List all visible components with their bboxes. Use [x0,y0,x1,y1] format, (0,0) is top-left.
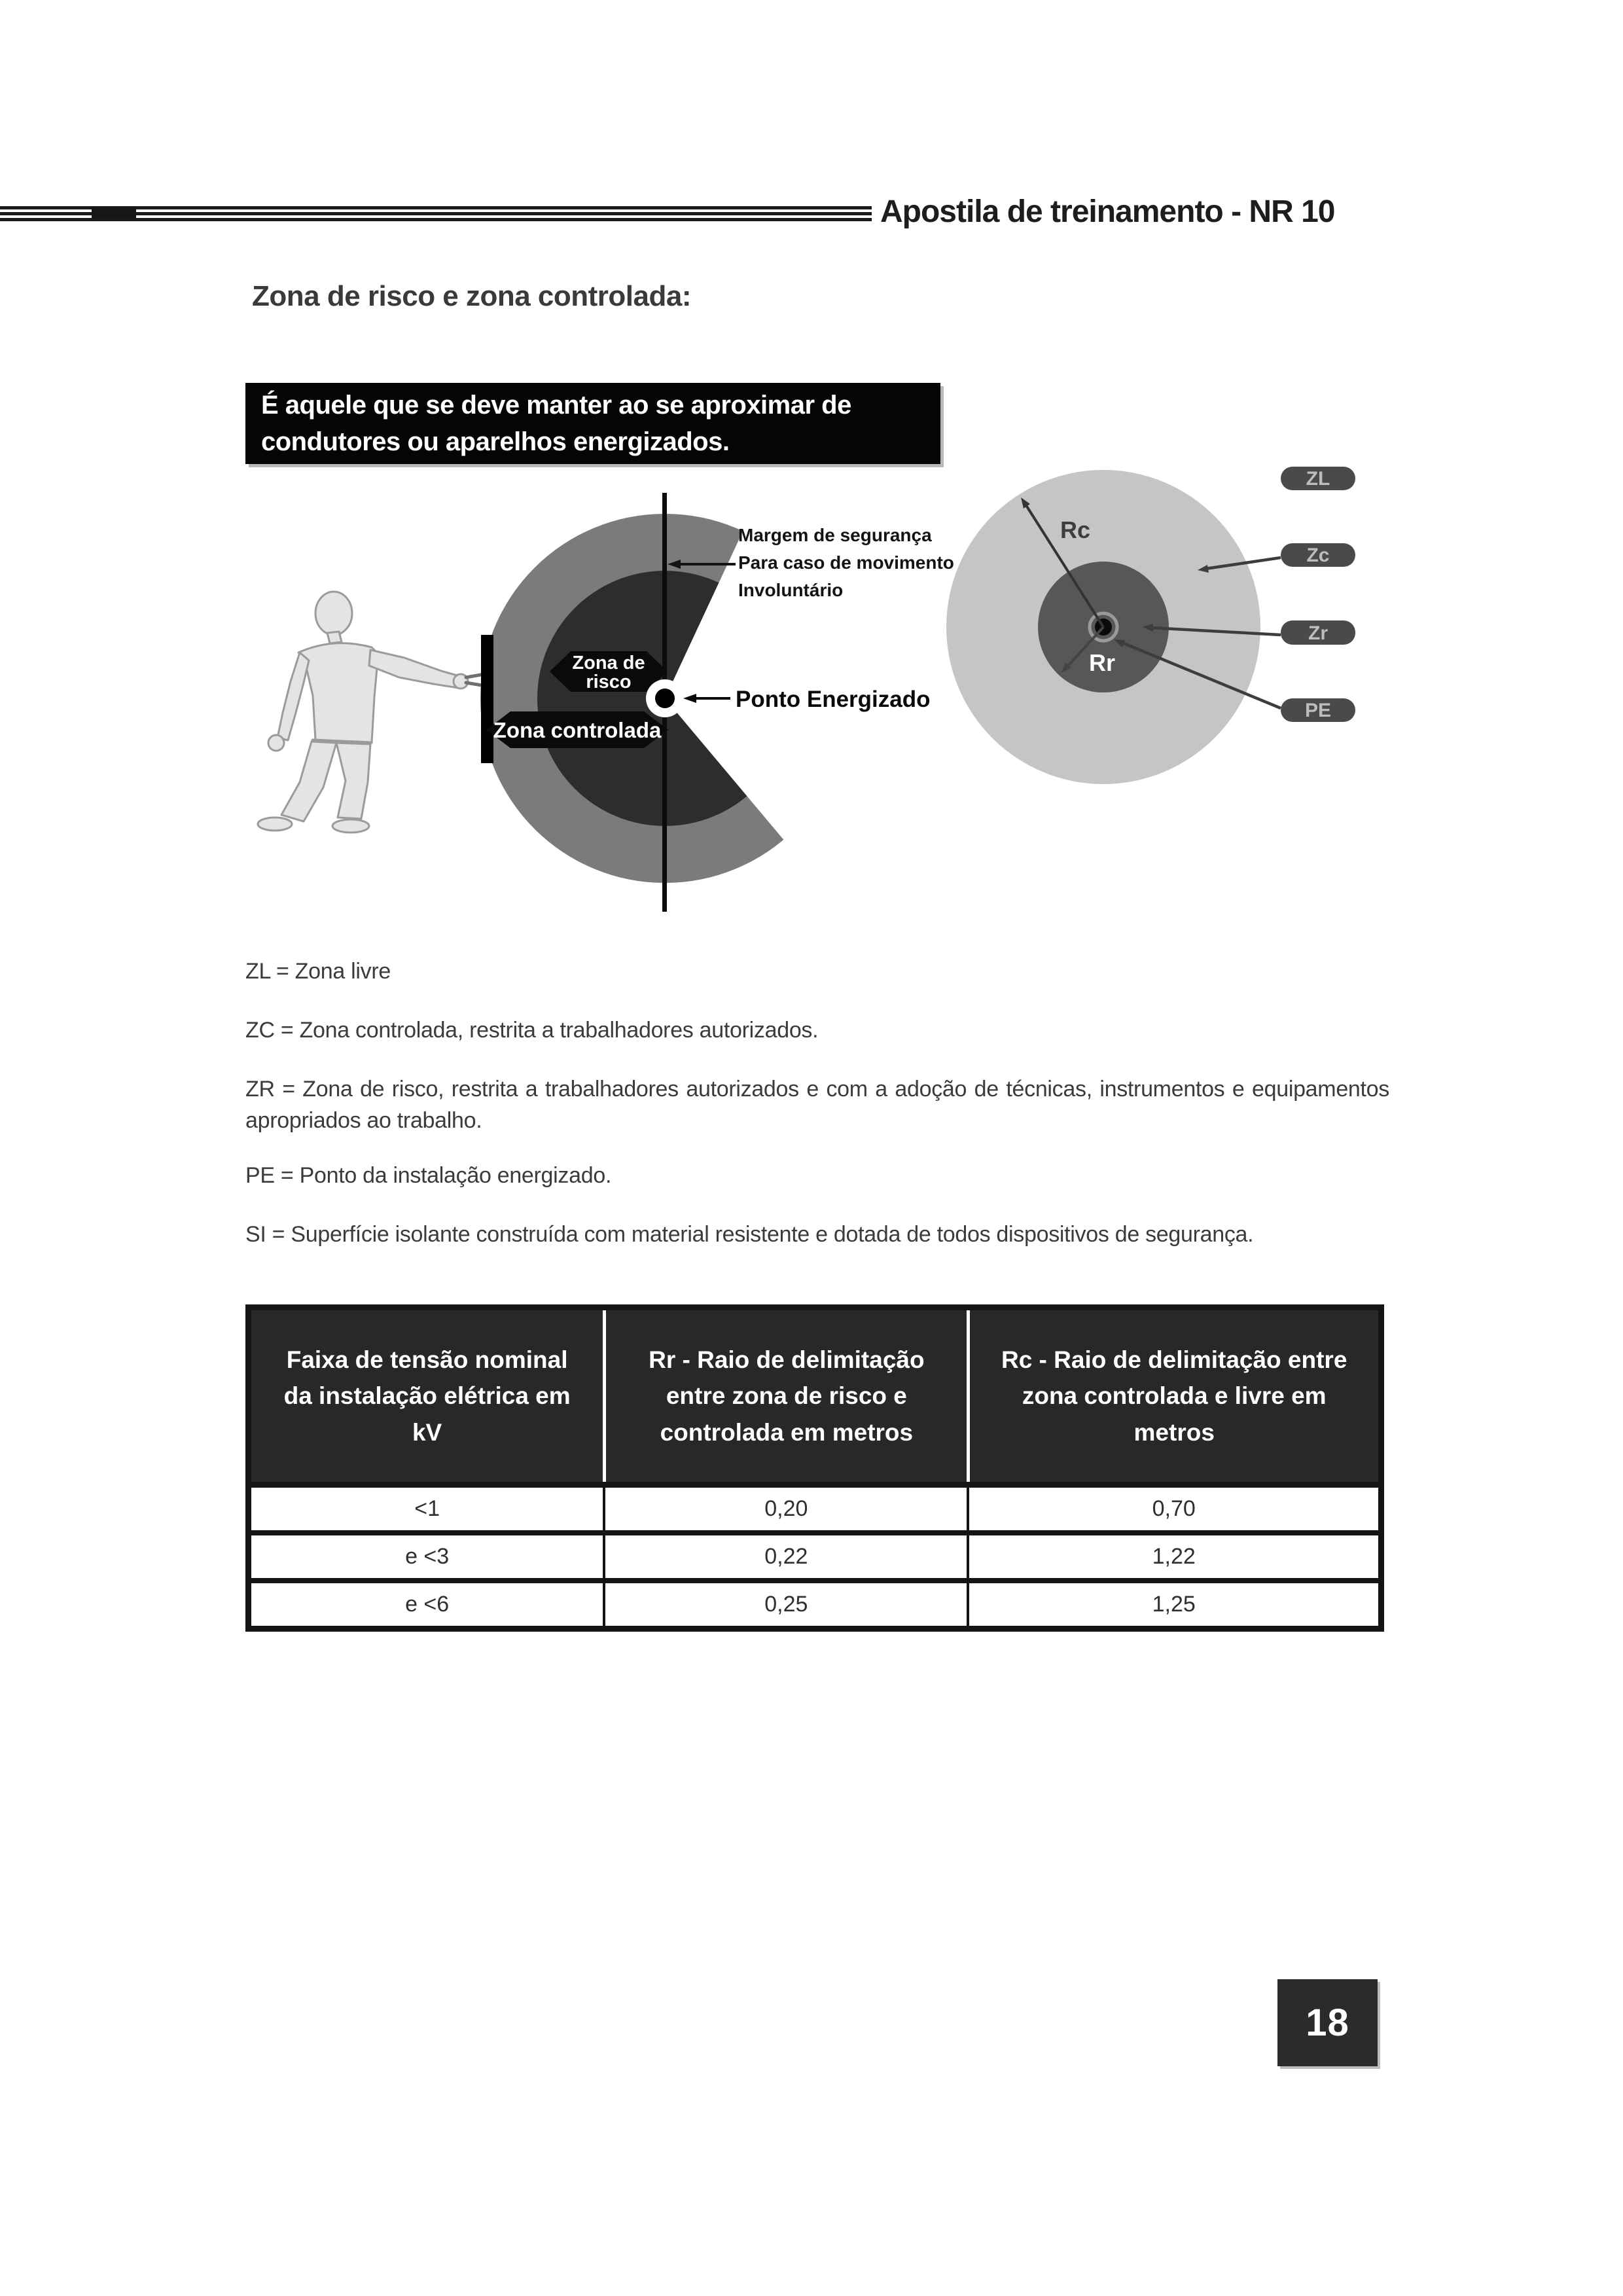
definition-zc: ZC = Zona controlada, restrita a trabalhadores autorizados. [245,1018,819,1043]
ponto-energizado-dot [655,689,675,708]
table-header-row [251,1310,1378,1488]
table-header-rr: Rr - Raio de delimitação entre zona de risco e controlada em metros [603,1310,967,1482]
cell-rc-1: 0,70 [967,1488,1378,1530]
cell-rr-3: 0,25 [603,1583,967,1626]
table-header-rc: Rc - Raio de delimitação entre zona controlada e livre em metros [967,1310,1378,1482]
quote-line-2: condutores ou aparelhos energizados. [261,427,730,456]
definition-si: SI = Superfície isolante construída com material resistente e dotada de todos dispositivos de segurança. [245,1222,1254,1247]
definition-zr: ZR = Zona de risco, restrita a trabalhadores autorizados e com a adoção de técnicas, instrumentos e equipamentos apropriados ao trabalho. [245,1077,1389,1133]
page-number-badge: 18 [1277,1979,1378,2066]
zona-de-risco-label-line1: Zona de [572,653,645,673]
definition-zl: ZL = Zona livre [245,959,391,984]
rc-label: Rc [1060,516,1091,543]
zones-distance-table [245,1304,1384,1632]
cell-voltage-1: <1 [414,1496,440,1521]
table-row [251,1578,1378,1626]
zones-diagram-left [236,481,1008,920]
pill-zc-label: Zc [1306,545,1330,566]
definition-pe: PE = Ponto da instalação energizado. [245,1163,612,1188]
section-title: Zona de risco e zona controlada: [252,280,692,312]
table-header-voltage: Faixa de tensão nominal da instalação elétrica em kV [251,1310,603,1482]
table-row [251,1530,1378,1578]
zona-controlada-label: Zona controlada [493,718,662,742]
zona-de-risco-label-line2: risco [586,672,632,692]
ponto-energizado-label: Ponto Energizado [736,687,931,712]
rr-label: Rr [1088,649,1116,676]
document-header-title: Apostila de treinamento - NR 10 [880,194,1335,229]
insulating-barrier-bar [481,635,493,763]
margem-label-line3: Involuntário [738,580,844,600]
cell-voltage-3: e <6 [405,1592,450,1617]
header-rule-block [92,206,136,219]
quote-banner [245,383,940,464]
legend-pills [1281,467,1355,722]
worker-sketch [258,592,486,833]
cell-rc-2: 1,22 [967,1535,1378,1578]
pill-pe-label: PE [1304,700,1332,721]
pill-zr-label: Zr [1308,622,1328,644]
zones-diagram-right [903,419,1400,890]
cell-voltage-2: e <3 [405,1544,450,1569]
margem-label-line2: Para caso de movimento [738,552,954,573]
cell-rr-2: 0,22 [603,1535,967,1578]
quote-line-1: É aquele que se deve manter ao se aproximar de [261,391,851,420]
cell-rr-1: 0,20 [603,1488,967,1530]
pill-zl-label: ZL [1306,468,1330,490]
table-row [251,1488,1378,1530]
margem-label-line1: Margem de segurança [738,525,932,545]
cell-rc-3: 1,25 [967,1583,1378,1626]
